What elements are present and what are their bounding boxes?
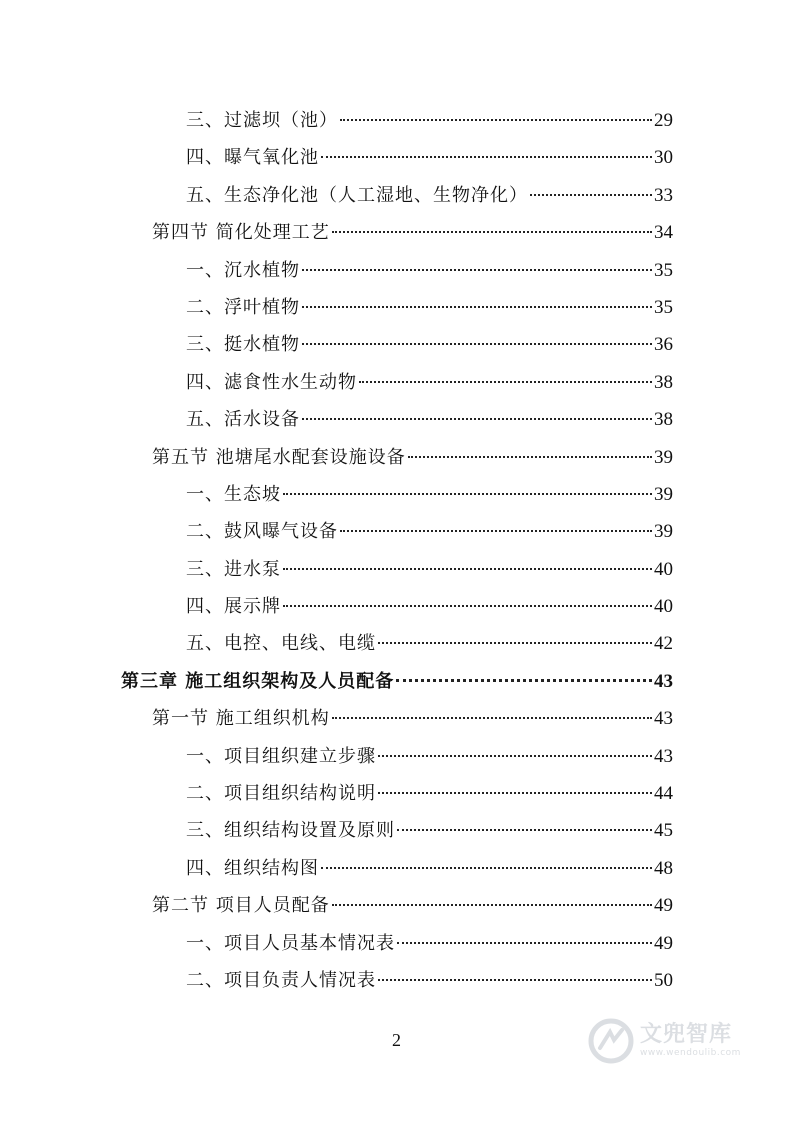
toc-entry-item[interactable] (0, 401, 793, 438)
toc-entry-title: 四、曝气氧化池 (186, 147, 319, 169)
toc-entry-item[interactable] (0, 850, 793, 887)
toc-entry-page: 43 (654, 708, 673, 730)
toc-entry-item[interactable] (0, 551, 793, 588)
toc-entry-title: 四、滤食性水生动物 (186, 371, 357, 393)
page-number: 2 (392, 1030, 401, 1050)
watermark-logo-icon (588, 1018, 634, 1064)
toc-entry-section[interactable] (0, 700, 793, 737)
toc-dot-leader (332, 904, 652, 906)
toc-entry-title: 第三章 施工组织架构及人员配备 (121, 670, 395, 692)
toc-entry-title: 二、项目负责人情况表 (186, 969, 376, 991)
toc-entry-title: 第四节 简化处理工艺 (152, 222, 330, 244)
toc-dot-leader (397, 829, 652, 831)
toc-entry-chapter[interactable] (0, 663, 793, 700)
toc-dot-leader (302, 418, 652, 420)
toc-entry-page: 43 (654, 670, 673, 692)
toc-dot-leader (378, 642, 652, 644)
toc-dot-leader (340, 119, 652, 121)
toc-entry-page: 49 (654, 895, 673, 917)
toc-dot-leader (408, 456, 652, 458)
toc-entry-item[interactable] (0, 962, 793, 999)
toc-entry-page: 38 (654, 409, 673, 431)
toc-entry-section[interactable] (0, 214, 793, 251)
toc-dot-leader (378, 792, 652, 794)
toc-entry-page: 48 (654, 857, 673, 879)
toc-entry-item[interactable] (0, 252, 793, 289)
toc-dot-leader (340, 530, 652, 532)
toc-entry-title: 二、浮叶植物 (186, 296, 300, 318)
toc-entry-item[interactable] (0, 812, 793, 849)
toc-entry-item[interactable] (0, 139, 793, 176)
toc-entry-page: 34 (654, 222, 673, 244)
toc-dot-leader (332, 231, 652, 233)
toc-entry-title: 三、过滤坝（池） (186, 110, 338, 131)
toc-entry-item[interactable] (0, 476, 793, 513)
toc-entry-title: 三、挺水植物 (186, 334, 300, 356)
toc-entry-page: 49 (654, 932, 673, 954)
toc-entry-title: 三、进水泵 (186, 558, 281, 580)
toc-entry-title: 二、鼓风曝气设备 (186, 521, 338, 543)
toc-entry-title: 五、生态净化池（人工湿地、生物净化） (186, 184, 528, 206)
toc-dot-leader (397, 942, 652, 944)
toc-entry-page: 33 (654, 184, 673, 206)
toc-entry-item[interactable] (0, 513, 793, 550)
toc-dot-leader (302, 269, 652, 271)
toc-entry-item[interactable] (0, 625, 793, 662)
toc-entry-page: 43 (654, 745, 673, 767)
toc-dot-leader (332, 717, 652, 719)
toc-entry-title: 四、组织结构图 (186, 857, 319, 879)
toc-entry-section[interactable] (0, 887, 793, 924)
toc-entry-item[interactable] (0, 925, 793, 962)
toc-entry-page: 35 (654, 296, 673, 318)
toc-entry-item[interactable] (0, 588, 793, 625)
toc-entry-item[interactable] (0, 326, 793, 363)
toc-entry-title: 五、活水设备 (186, 409, 300, 431)
toc-entry-title: 二、项目组织结构说明 (186, 783, 376, 805)
toc-entry-title: 一、项目组织建立步骤 (186, 745, 376, 767)
toc-dot-leader (302, 343, 652, 345)
toc-entry-page: 45 (654, 820, 673, 842)
toc-entry-item[interactable] (0, 738, 793, 775)
toc-entry-title: 三、组织结构设置及原则 (186, 820, 395, 842)
toc-entry-page: 29 (654, 110, 673, 131)
toc-entry-page: 30 (654, 147, 673, 169)
toc-entry-page: 39 (654, 446, 673, 468)
toc-entry-page: 36 (654, 334, 673, 356)
watermark-text (640, 1023, 741, 1059)
toc-entry-page: 39 (654, 521, 673, 543)
toc-dot-leader (396, 679, 652, 682)
toc-entry-item[interactable] (0, 289, 793, 326)
toc-dot-leader (378, 979, 652, 981)
toc-entry-page: 38 (654, 371, 673, 393)
toc-dot-leader (283, 568, 652, 570)
toc-dot-leader (378, 755, 652, 757)
watermark-name: 文兜智库 (640, 1022, 733, 1047)
toc-dot-leader (302, 306, 652, 308)
toc-dot-leader (321, 156, 652, 158)
toc-entry-title: 五、电控、电线、电缆 (186, 633, 376, 655)
toc-entry-page: 40 (654, 596, 673, 618)
toc-dot-leader (321, 867, 652, 869)
toc-entry-title: 第一节 施工组织机构 (152, 708, 330, 730)
toc-entry-page: 42 (654, 633, 673, 655)
toc-entry-item[interactable] (0, 102, 793, 139)
toc-entry-title: 第五节 池塘尾水配套设施设备 (152, 446, 406, 468)
toc-entry-title: 一、沉水植物 (186, 259, 300, 281)
toc-entry-title: 一、生态坡 (186, 483, 281, 505)
toc-entry-page: 40 (654, 558, 673, 580)
toc-entry-page: 39 (654, 483, 673, 505)
toc-entry-page: 50 (654, 969, 673, 991)
toc-entry-page: 44 (654, 783, 673, 805)
toc-entry-item[interactable] (0, 775, 793, 812)
toc-dot-leader (283, 493, 652, 495)
watermark (588, 1018, 741, 1064)
watermark-url: www.wendoulib.com (640, 1048, 741, 1058)
toc-dot-leader (359, 381, 652, 383)
toc-entry-item[interactable] (0, 177, 793, 214)
toc-entry-page: 35 (654, 259, 673, 281)
toc-dot-leader (283, 605, 652, 607)
toc-entry-item[interactable] (0, 364, 793, 401)
toc-entry-title: 四、展示牌 (186, 596, 281, 618)
toc-entry-title: 第二节 项目人员配备 (152, 895, 330, 917)
toc-entry-title: 一、项目人员基本情况表 (186, 932, 395, 954)
toc-entry-section[interactable] (0, 439, 793, 476)
table-of-contents (0, 102, 793, 999)
toc-dot-leader (530, 194, 652, 196)
